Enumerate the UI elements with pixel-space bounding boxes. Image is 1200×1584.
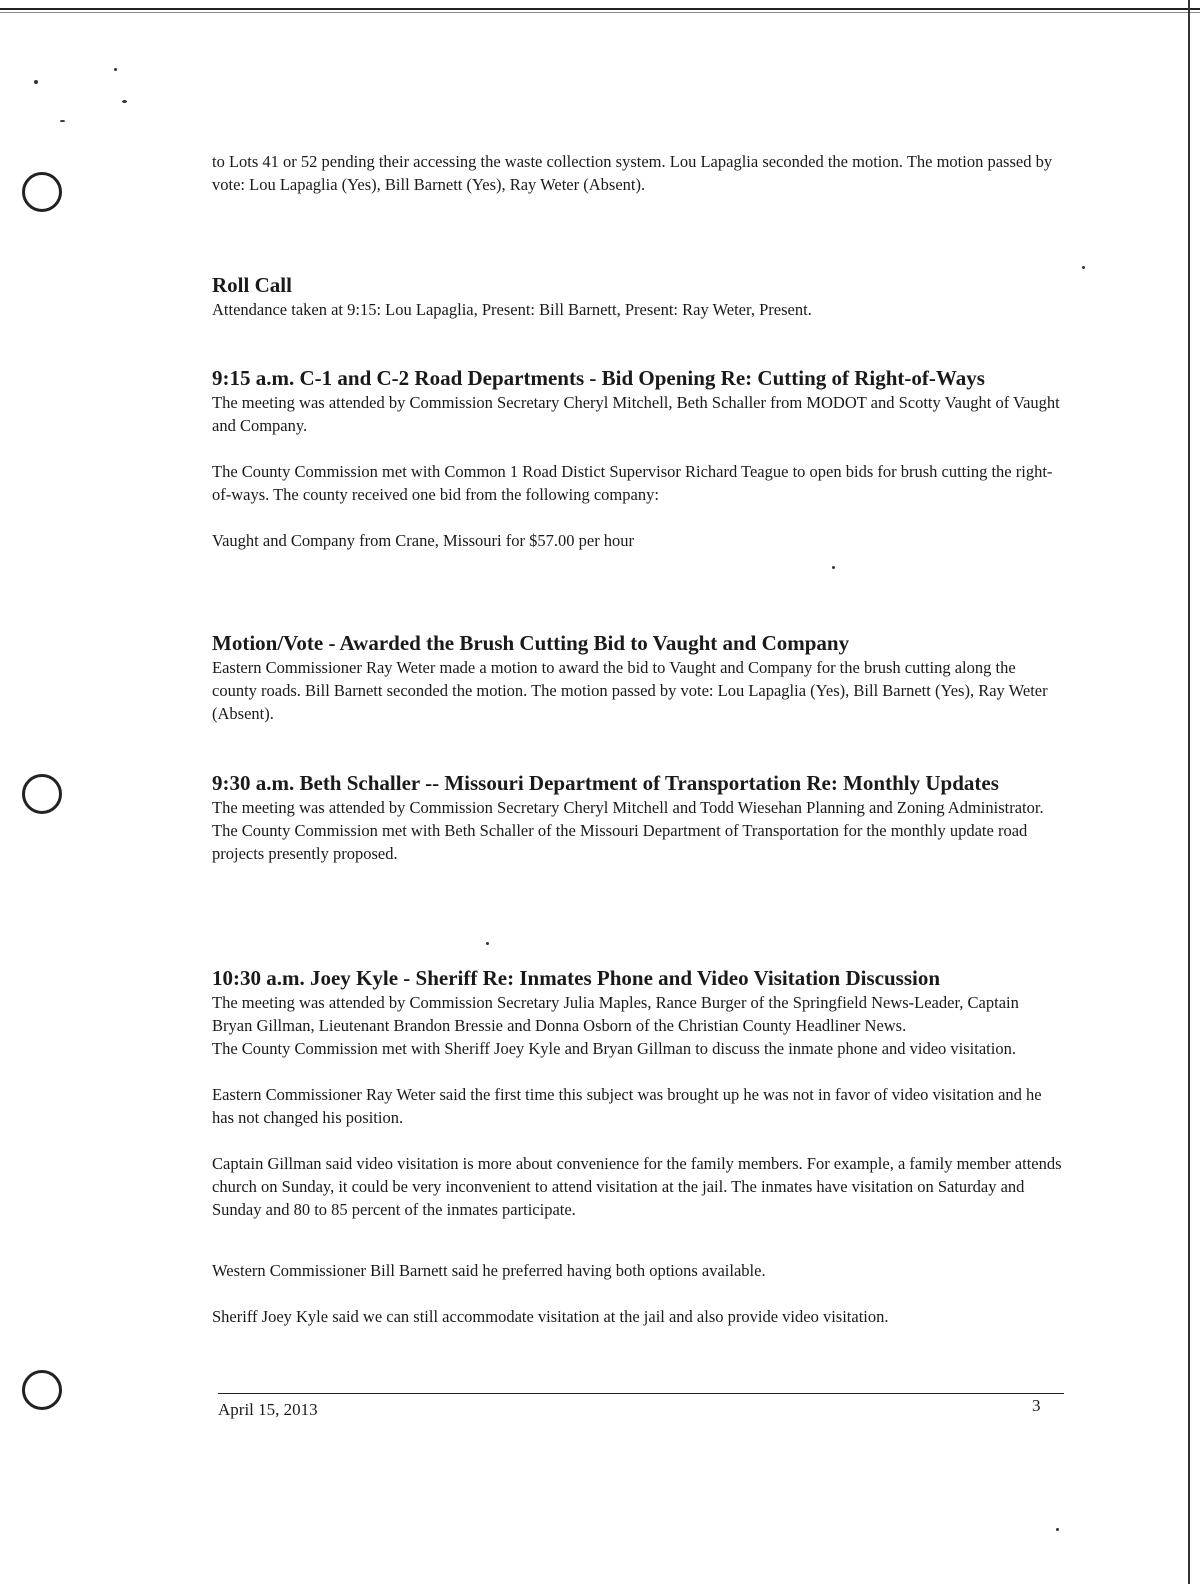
footer-rule bbox=[218, 1393, 1064, 1394]
punch-hole-middle bbox=[22, 774, 62, 814]
punch-hole-top bbox=[22, 172, 62, 212]
scan-speck bbox=[60, 120, 65, 122]
section-paragraph: The County Commission met with Beth Schaller of the Missouri Department of Transportation for the monthly update road projects presently proposed. bbox=[212, 821, 1028, 863]
section-paragraph: Captain Gillman said video visitation is more about convenience for the family members. For example, a family member attends church on Sunday, it could be very inconvenient to attend visitation at the jail. The inmates have visitation on Saturday and Sunday and 80 to 85 percent of the inmates participate. bbox=[212, 1154, 1062, 1219]
section-paragraph: The County Commission met with Sheriff Joey Kyle and Bryan Gillman to discuss the inmate phone and video visitation. bbox=[212, 1039, 1016, 1058]
punch-hole-bottom bbox=[22, 1370, 62, 1410]
section-paragraph: Eastern Commissioner Ray Weter made a motion to award the bid to Vaught and Company for the brush cutting along the county roads. Bill Barnett seconded the motion. The motion passed by vote: Lou Lapaglia (Yes), Bill Barnett (Yes), Ray Weter (Absent). bbox=[212, 658, 1048, 723]
section-bid-opening bbox=[212, 365, 1062, 552]
section-paragraph: Attendance taken at 9:15: Lou Lapaglia, Present: Bill Barnett, Present: Ray Weter, Present. bbox=[212, 300, 812, 319]
footer-date: April 15, 2013 bbox=[218, 1400, 318, 1419]
page-number: 3 bbox=[1032, 1396, 1041, 1415]
scan-edge-top-inner bbox=[0, 12, 1200, 13]
scan-speck bbox=[34, 80, 38, 84]
section-heading: 9:30 a.m. Beth Schaller -- Missouri Department of Transportation Re: Monthly Updates bbox=[212, 771, 999, 795]
section-heading: Motion/Vote - Awarded the Brush Cutting Bid to Vaught and Company bbox=[212, 631, 850, 655]
section-paragraph: The meeting was attended by Commission Secretary Cheryl Mitchell and Todd Wiesehan Planning and Zoning Administrator. bbox=[212, 798, 1044, 817]
section-video-visitation bbox=[212, 965, 1062, 1328]
section-paragraph: Vaught and Company from Crane, Missouri for $57.00 per hour bbox=[212, 531, 635, 550]
scan-speck bbox=[832, 566, 835, 569]
section-paragraph: The meeting was attended by Commission Secretary Julia Maples, Rance Burger of the Springfield News-Leader, Captain Bryan Gillman, Lieutenant Brandon Bressie and Donna Osborn of the Christian County Headliner News. bbox=[212, 993, 1019, 1035]
section-paragraph: The County Commission met with Common 1 Road Distict Supervisor Richard Teague to open bids for brush cutting the right-of-ways. The county received one bid from the following company: bbox=[212, 462, 1053, 504]
section-paragraph: Sheriff Joey Kyle said we can still accommodate visitation at the jail and also provide video visitation. bbox=[212, 1307, 889, 1326]
section-paragraph: The meeting was attended by Commission Secretary Cheryl Mitchell, Beth Schaller from MODOT and Scotty Vaught of Vaught and Company. bbox=[212, 393, 1060, 435]
section-paragraph: Eastern Commissioner Ray Weter said the first time this subject was brought up he was not in favor of video visitation and he has not changed his position. bbox=[212, 1085, 1042, 1127]
scan-speck bbox=[1082, 266, 1085, 269]
scan-speck bbox=[1056, 1528, 1059, 1531]
scan-edge-right bbox=[1188, 0, 1190, 1584]
scan-edge-top bbox=[0, 8, 1200, 10]
scan-speck bbox=[114, 68, 117, 71]
intro-section bbox=[212, 150, 1062, 196]
intro-paragraph: to Lots 41 or 52 pending their accessing the waste collection system. Lou Lapaglia seconded the motion. The motion passed by vote: Lou Lapaglia (Yes), Bill Barnett (Yes), Ray Weter (Absent). bbox=[212, 152, 1053, 194]
scan-speck bbox=[122, 100, 127, 103]
scan-speck bbox=[486, 942, 489, 945]
section-heading: 10:30 a.m. Joey Kyle - Sheriff Re: Inmates Phone and Video Visitation Discussion bbox=[212, 966, 941, 990]
section-roll-call bbox=[212, 272, 1062, 321]
section-modot-updates bbox=[212, 770, 1062, 865]
section-motion-vote bbox=[212, 630, 1062, 725]
section-heading: Roll Call bbox=[212, 273, 292, 297]
section-heading: 9:15 a.m. C-1 and C-2 Road Departments - Bid Opening Re: Cutting of Right-of-Ways bbox=[212, 366, 985, 390]
section-paragraph: Western Commissioner Bill Barnett said he preferred having both options available. bbox=[212, 1261, 766, 1280]
